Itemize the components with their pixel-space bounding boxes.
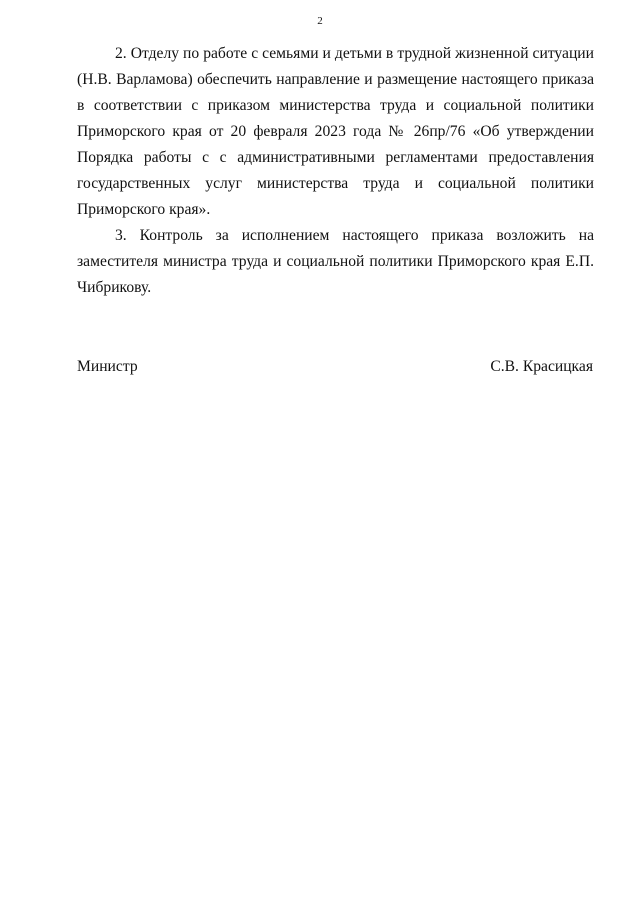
paragraph-2: 2. Отделу по работе с семьями и детьми в трудной жизненной ситуации (Н.В. Варламова) обеспечить направление и размещение настоящего приказа в соответствии с приказом министерства труда и социальной политики Приморского края от 20 февраля 2023 года № 26пр/76 «Об утверждении Порядка работы с с административными регламентами предоставления государственных услуг министерства труда и социальной политики Приморского края». (77, 45, 594, 218)
signatory-name: С.В. Красицкая (490, 358, 593, 375)
signatory-position: Министр (77, 358, 138, 375)
paragraph-3: 3. Контроль за исполнением настоящего приказа возложить на заместителя министра труда и социальной политики Приморского края Е.П. Чибрикову. (77, 227, 594, 296)
document-body (77, 41, 594, 301)
signature-block (77, 355, 593, 379)
page-number: 2 (317, 15, 323, 27)
